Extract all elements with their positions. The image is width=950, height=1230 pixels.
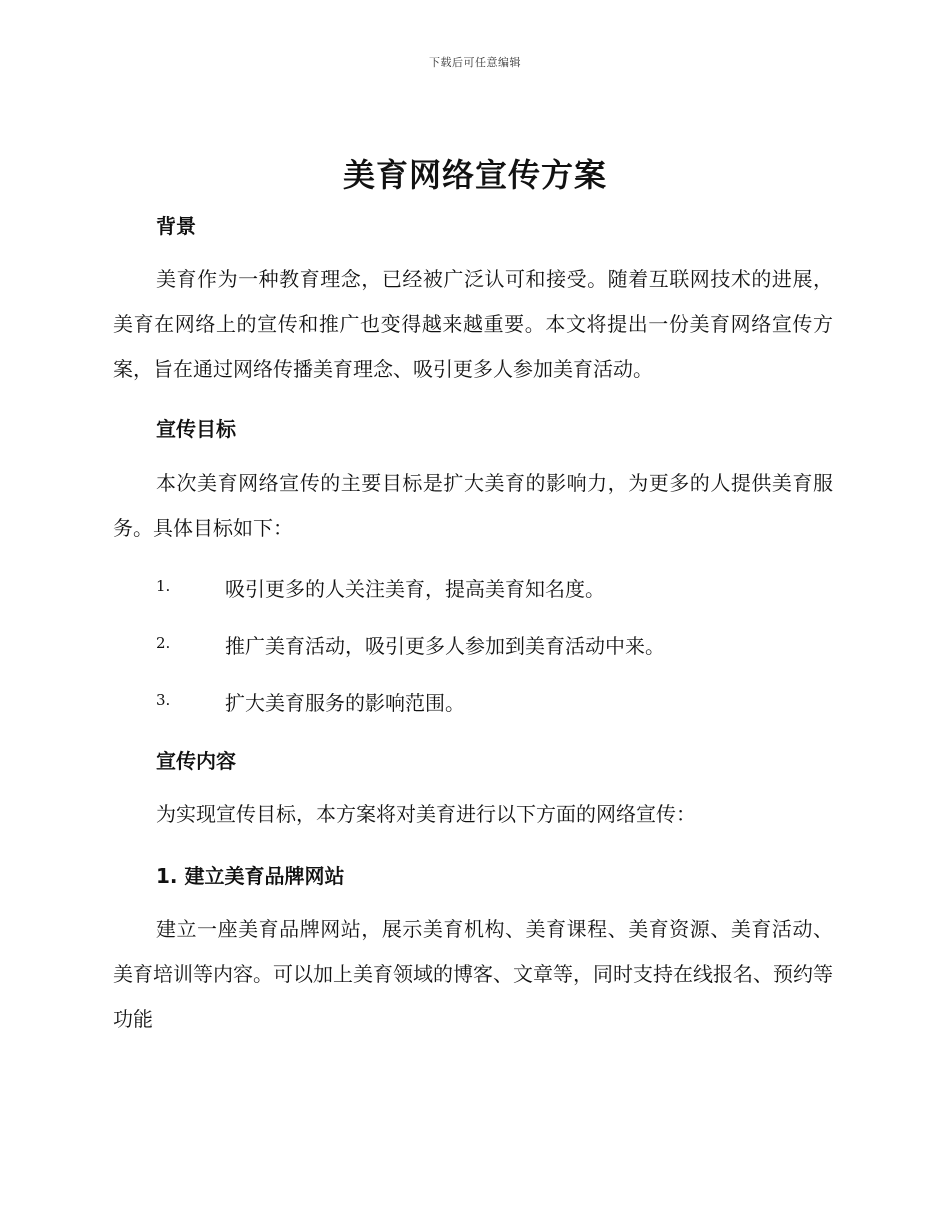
- paragraph-website: 建立一座美育品牌网站，展示美育机构、美育课程、美育资源、美育活动、美育培训等内容。可以加上美育领域的博客、文章等，同时支持在线报名、预约等功能: [113, 917, 833, 1031]
- section-heading-goals: 宣传目标: [156, 417, 236, 441]
- paragraph-content: 为实现宣传目标，本方案将对美育进行以下方面的网络宣传：: [156, 802, 696, 826]
- subsection-heading-website: 1. 建立美育品牌网站: [156, 864, 345, 888]
- list-item-text: 吸引更多的人关注美育，提高美育知名度。: [225, 577, 605, 601]
- header-note: 下载后可任意编辑: [429, 56, 521, 69]
- list-item-number: 2.: [156, 634, 171, 652]
- list-item-text: 扩大美育服务的影响范围。: [225, 691, 465, 715]
- list-item: [156, 687, 836, 717]
- section-heading-content: 宣传内容: [156, 749, 236, 773]
- list-item: [156, 630, 836, 660]
- list-item-text: 推广美育活动，吸引更多人参加到美育活动中来。: [225, 634, 665, 658]
- paragraph-background: 美育作为一种教育理念，已经被广泛认可和接受。随着互联网技术的进展，美育在网络上的宣传和推广也变得越来越重要。本文将提出一份美育网络宣传方案，旨在通过网络传播美育理念、吸引更多人参加美育活动。: [113, 267, 833, 381]
- paragraph-goals: 本次美育网络宣传的主要目标是扩大美育的影响力，为更多的人提供美育服务。具体目标如下：: [113, 471, 833, 540]
- list-item-number: 1.: [156, 577, 171, 595]
- list-item-number: 3.: [156, 691, 171, 709]
- document-title: 美育网络宣传方案: [342, 156, 607, 194]
- list-item: [156, 573, 836, 603]
- section-heading-background: 背景: [156, 214, 196, 238]
